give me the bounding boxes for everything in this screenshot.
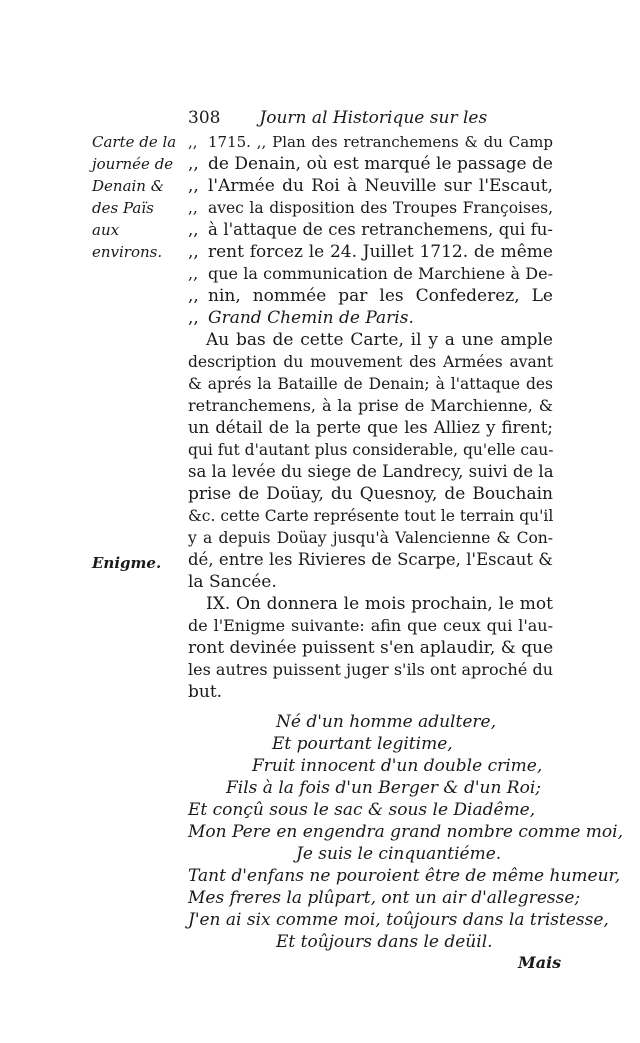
margin-note-line: Denain &: [92, 177, 165, 195]
text-line: IX. On donnera le mois prochain, le mot: [206, 594, 553, 614]
margin-note-line: environs.: [92, 243, 163, 261]
poem-line: Né d'un homme adultere,: [276, 712, 496, 732]
text-line: retranchemens, à la prise de Marchienne, &: [188, 396, 553, 415]
poem-line: Mes freres la plûpart, ont un air d'allegresse;: [188, 888, 581, 908]
text-line: ,,de Denain, où est marqué le passage de: [188, 154, 553, 174]
poem-line: Je suis le cinquantiéme.: [296, 844, 502, 864]
margin-note-line: des Païs aux: [92, 199, 154, 239]
text-line: ,,avec la disposition des Troupes Françoises,: [188, 199, 553, 217]
poem-line: Et toûjours dans le deüil.: [276, 932, 493, 952]
catchword: Mais: [518, 953, 562, 972]
text-line: but.: [188, 682, 223, 702]
margin-note-map: [92, 131, 184, 263]
text-line: prise de Doüay, du Quesnoy, de Bouchain: [188, 484, 553, 504]
text-line: y a depuis Doüay jusqu'à Valencienne & Con-: [188, 529, 553, 547]
text-line: ront devinée puissent s'en aplaudir, & que: [188, 638, 554, 658]
text-line: un détail de la perte que les Alliez y firent;: [188, 418, 553, 437]
margin-note-line: journée de: [92, 155, 174, 173]
text-line: la Sancée.: [188, 572, 277, 592]
poem-line: J'en ai six comme moi, toûjours dans la tristesse,: [188, 910, 609, 930]
poem-line: Mon Pere en engendra grand nombre comme moi,: [188, 822, 623, 842]
poem-line: Tant d'enfans ne pouroient être de même humeur,: [188, 866, 621, 886]
text-line: sa la levée du siege de Landrecy, suivi de la: [188, 462, 554, 481]
poem-line: Et conçû sous le sac & sous le Diadême,: [188, 800, 536, 820]
text-line: les autres puissent juger s'ils ont aproché du: [188, 660, 553, 679]
text-line: ,,à l'attaque de ces retranchemens, qui fu-: [188, 220, 553, 239]
page-number: 308: [188, 108, 221, 128]
text-line: ,,rent forcez le 24. Juillet 1712. de même: [188, 242, 553, 262]
text-line: de l'Enigme suivante: afin que ceux qui l'au-: [188, 616, 553, 635]
text-line: ,,nin, nommée par les Confederez, Le: [188, 286, 553, 306]
page-header: [188, 108, 487, 128]
text-line: ,,que la communication de Marchiene à De-: [188, 264, 553, 283]
text-line: & aprés la Bataille de Denain; à l'attaque des: [188, 375, 553, 393]
text-line: &c. cette Carte représente tout le terrain qu'il: [188, 507, 554, 525]
margin-note-enigme: [92, 552, 184, 574]
text-line: dé, entre les Rivieres de Scarpe, l'Escaut &: [188, 550, 553, 569]
margin-note-line: Enigme.: [92, 554, 162, 572]
poem-line: Fruit innocent d'un double crime,: [252, 756, 543, 776]
running-title: Journ al Historique sur les: [259, 108, 488, 128]
text-line: ,,Grand Chemin de Paris.: [188, 308, 414, 328]
margin-note-line: Carte de la: [92, 133, 177, 151]
poem-line: Et pourtant legitime,: [272, 734, 453, 754]
text-line: ,,l'Armée du Roi à Neuville sur l'Escaut,: [188, 176, 553, 196]
text-line: qui fut d'autant plus considerable, qu'elle cau-: [188, 441, 554, 459]
text-line: Au bas de cette Carte, il y a une ample: [206, 330, 553, 350]
text-line: ,,1715. ,, Plan des retranchemens & du Camp: [188, 133, 553, 151]
poem-line: Fils à la fois d'un Berger & d'un Roi;: [226, 778, 542, 798]
text-line: description du mouvement des Armées avant: [188, 353, 553, 371]
